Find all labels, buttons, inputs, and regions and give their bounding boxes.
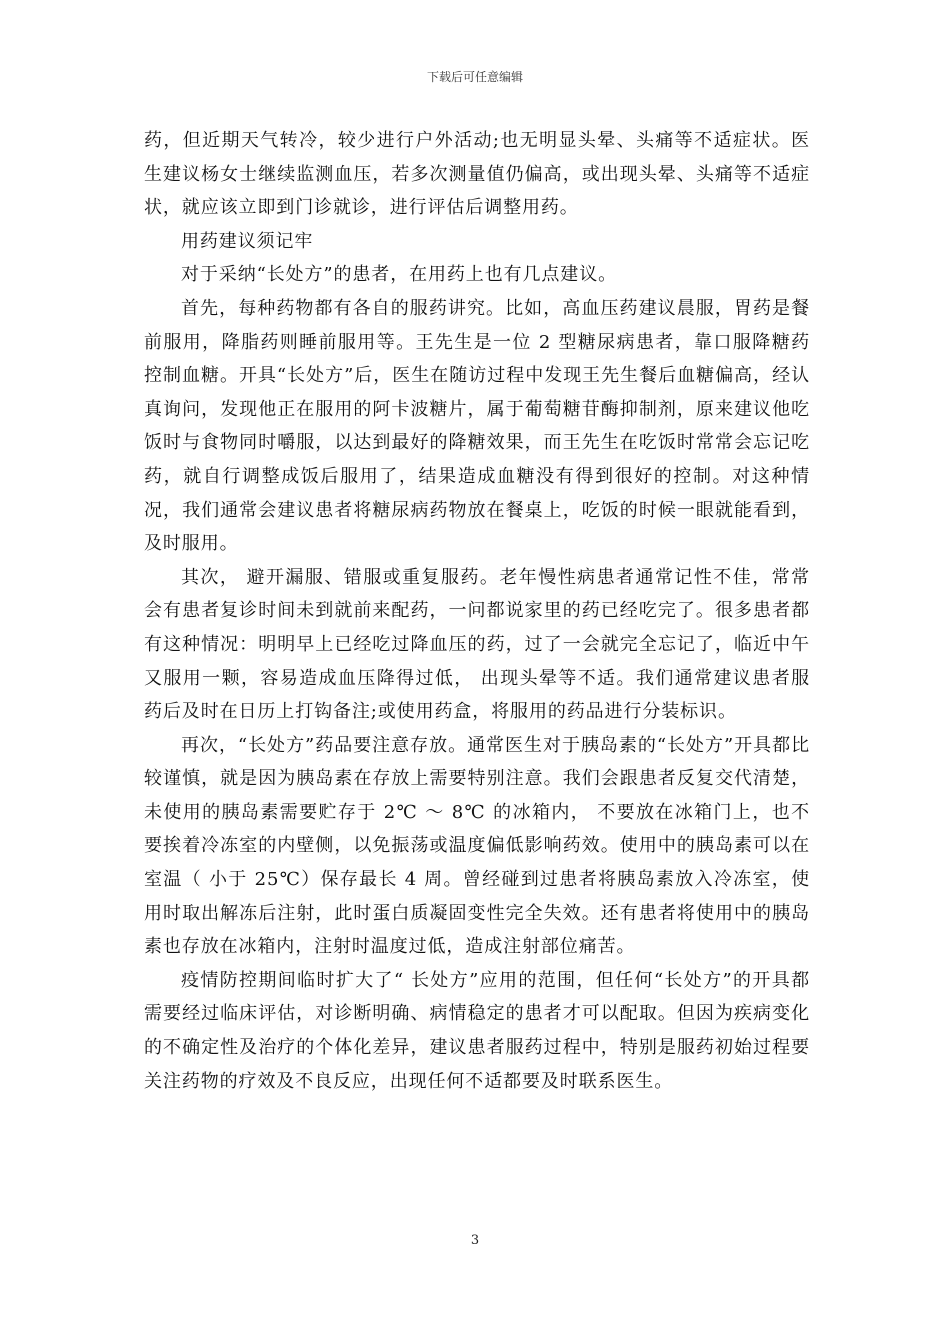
paragraph-3: 首先，每种药物都有各自的服药讲究。比如，高血压药建议晨服，胃药是餐前服用，降脂药则睡前服用等。王先生是一位 2 型糖尿病患者，靠口服降糖药控制血糖。开具“长处方”后，医生在随访过程中发现王先生餐后血糖偏高，经认真询问，发现他正在服用的阿卡波糖片，属于葡萄糖苷酶抑制剂，原来建议他吃饭时与食物同时嚼服，以达到最好的降糖效果，而王先生在吃饭时常常会忘记吃药，就自行调整成饭后服用了，结果造成血糖没有得到很好的控制。对这种情况，我们通常会建议患者将糖尿病药物放在餐桌上，吃饭的时候一眼就能看到，及时服用。 (144, 297, 810, 555)
document-body (144, 124, 810, 1098)
paragraph-5: 再次，“长处方”药品要注意存放。通常医生对于胰岛素的“长处方”开具都比较谨慎，就是因为胰岛素在存放上需要特别注意。我们会跟患者反复交代清楚，未使用的胰岛素需要贮存于 2℃ ～ 8℃ 的冰箱内， 不要放在冰箱门上，也不要挨着冷冻室的内壁侧，以免振荡或温度偏低影响药效。使用中的胰岛素可以在室温（ 小于 25℃）保存最长 4 周。曾经碰到过患者将胰岛素放入冷冻室，使用时取出解冻后注射，此时蛋白质凝固变性完全失效。还有患者将使用中的胰岛素也存放在冰箱内，注射时温度过低，造成注射部位痛苦。 (144, 734, 810, 958)
paragraph-1: 药，但近期天气转冷，较少进行户外活动;也无明显头晕、头痛等不适症状。医生建议杨女士继续监测血压，若多次测量值仍偏高，或出现头晕、头痛等不适症状，就应该立即到门诊就诊，进行评估后调整用药。 (144, 130, 810, 219)
page-number: 3 (470, 1233, 480, 1248)
page-header: 下载后可任意编辑 (426, 70, 523, 84)
paragraph-4: 其次， 避开漏服、错服或重复服药。老年慢性病患者通常记性不佳，常常会有患者复诊时间未到就前来配药，一问都说家里的药已经吃完了。很多患者都有这种情况：明明早上已经吃过降血压的药，过了一会就完全忘记了，临近中午又服用一颗，容易造成血压降得过低， 出现头晕等不适。我们通常建议患者服药后及时在日历上打钩备注;或使用药盒，将服用的药品进行分装标识。 (144, 566, 810, 723)
paragraph-6: 疫情防控期间临时扩大了“ 长处方”应用的范围，但任何“长处方”的开具都需要经过临床评估，对诊断明确、病情稳定的患者才可以配取。但因为疾病变化的不确定性及治疗的个体化差异，建议患者服药过程中，特别是服药初始过程要关注药物的疗效及不良反应，出现任何不适都要及时联系医生。 (144, 969, 810, 1092)
section-heading: 用药建议须记牢 (181, 230, 314, 252)
paragraph-2: 对于采纳“长处方”的患者，在用药上也有几点建议。 (181, 264, 618, 286)
